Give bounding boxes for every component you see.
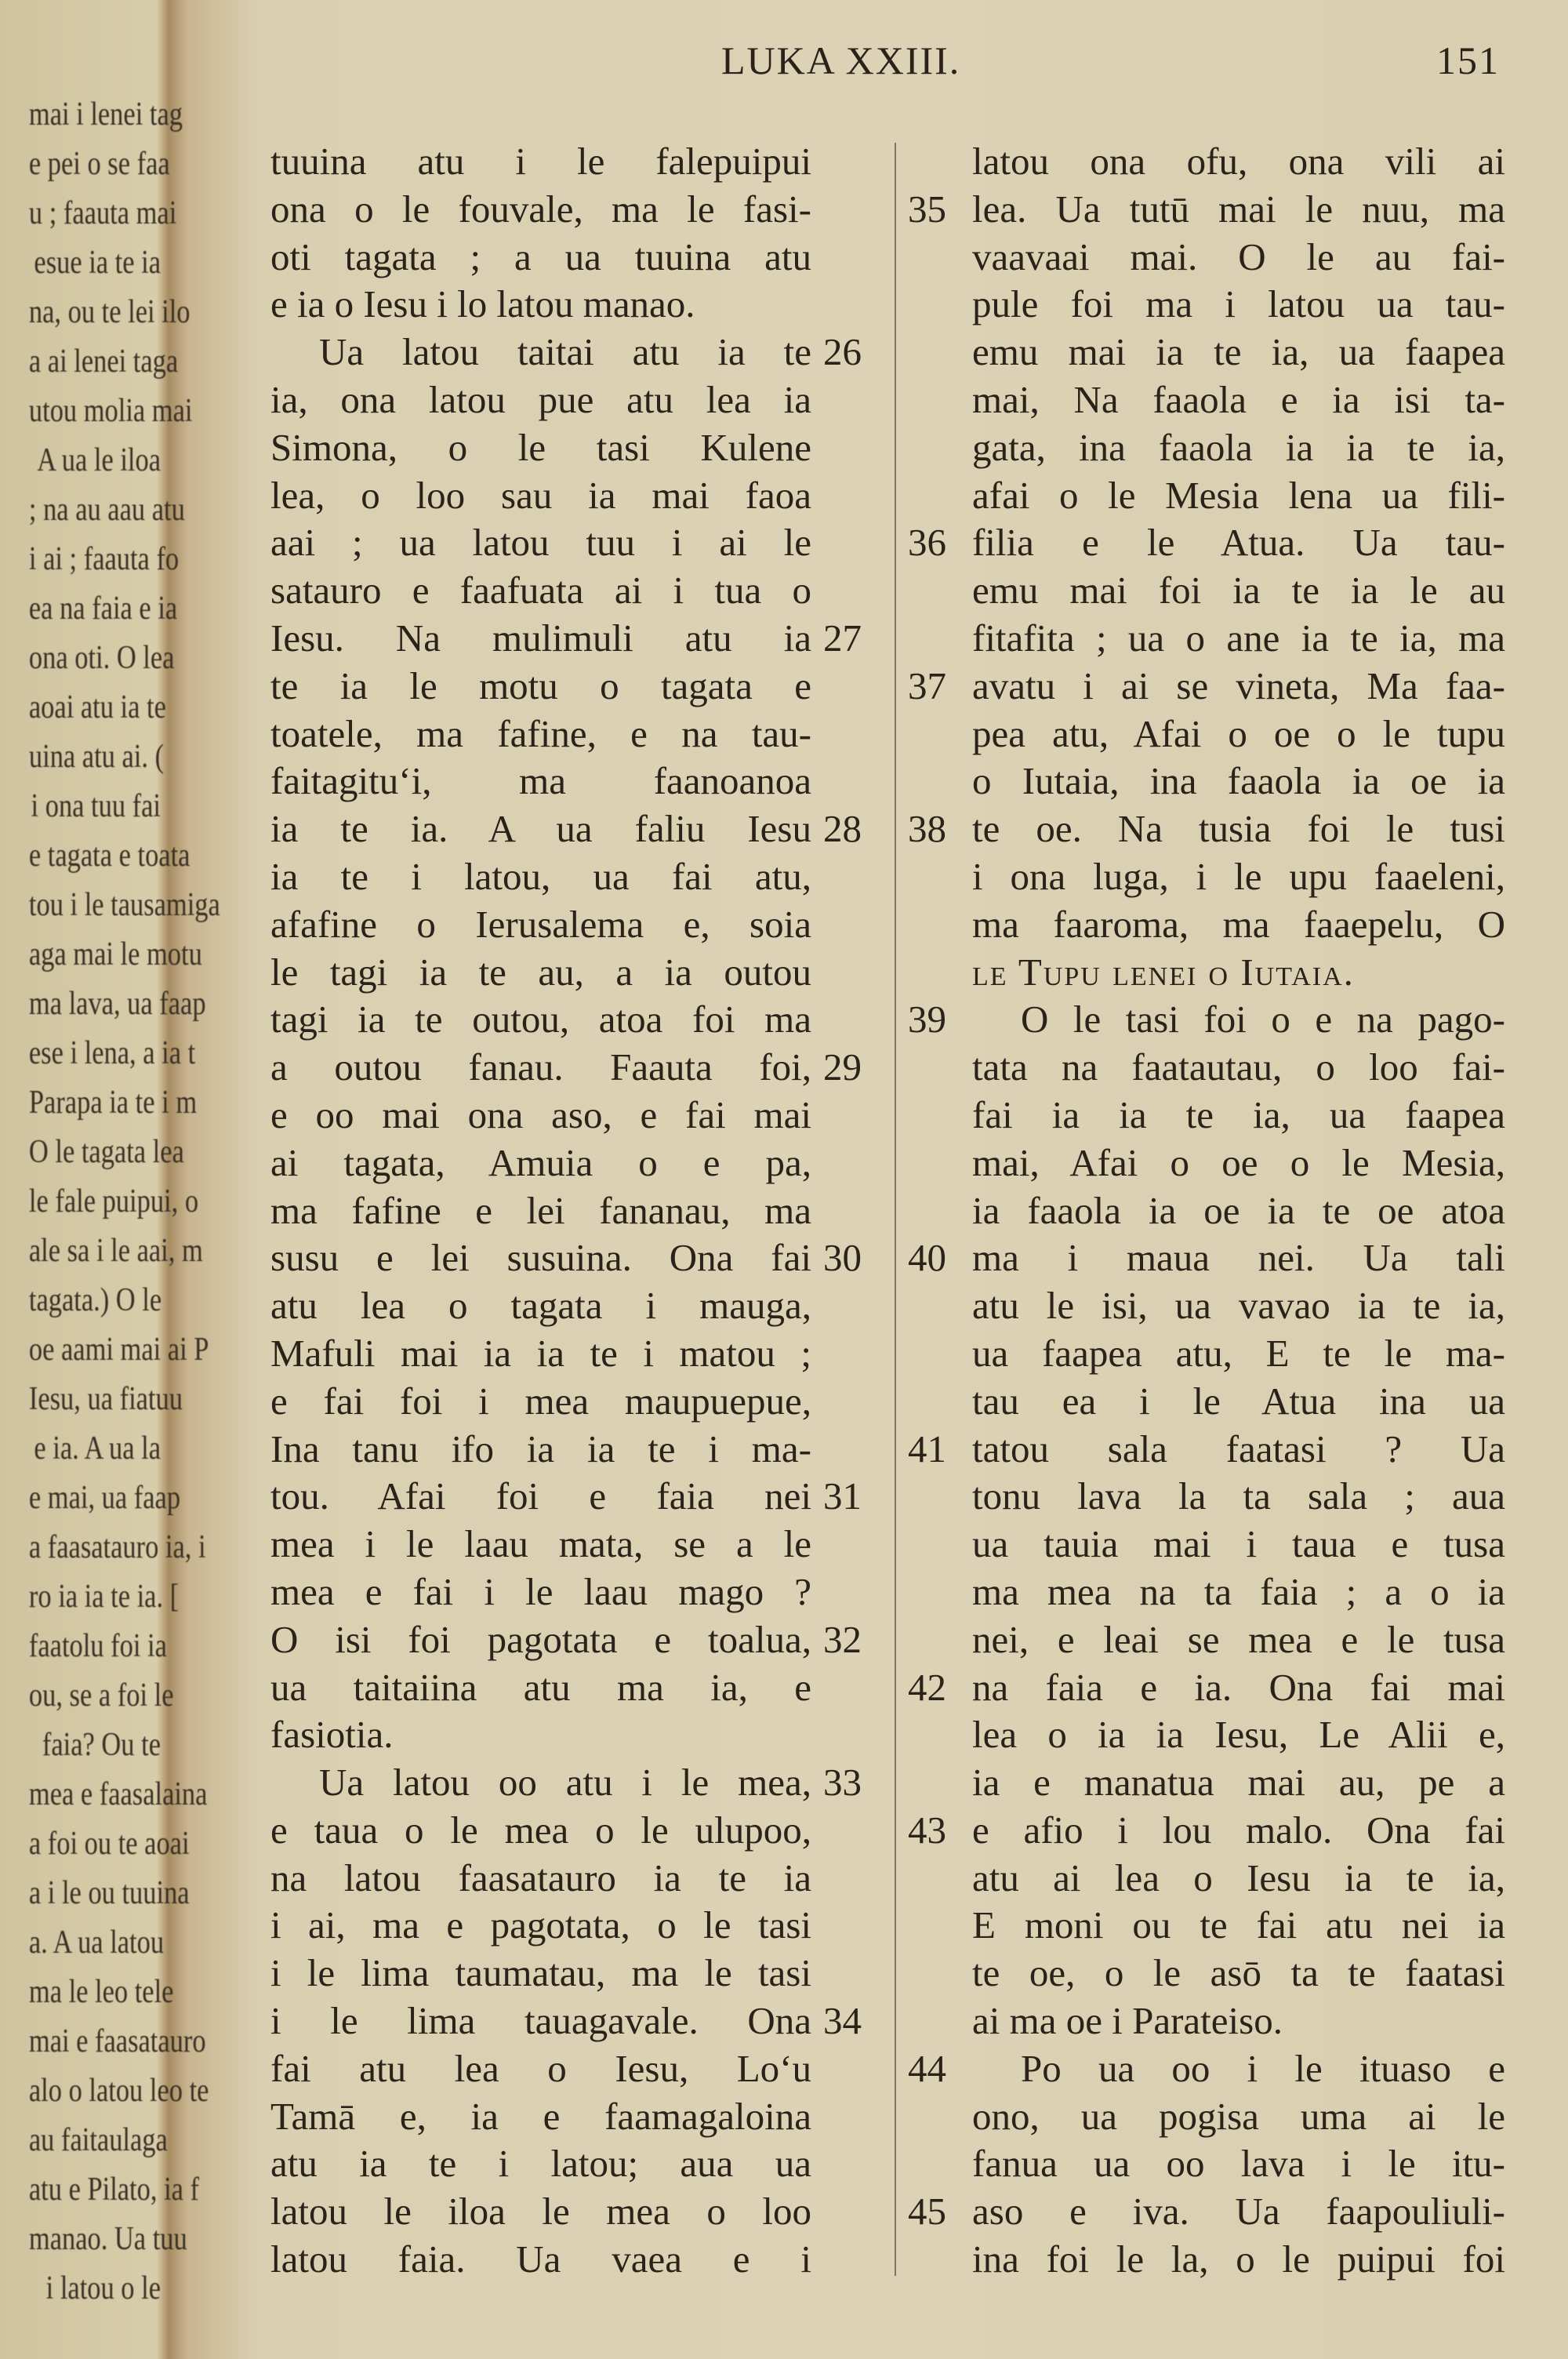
text-line (972, 1568, 1505, 1616)
text-line (270, 2045, 811, 2093)
text-line (972, 1187, 1505, 1235)
line-text: na faia e ia. Ona fai mai (972, 1665, 1505, 1709)
facing-page-line: a foi ou te aoai (28, 1826, 190, 1862)
column-divider (895, 143, 896, 2276)
line-text: latou le iloa le mea o loo (270, 2190, 811, 2234)
line-text: atu lea o tagata i mauga, (270, 1284, 811, 1328)
facing-page-line: a ai lenei taga (28, 343, 179, 380)
text-line (972, 1950, 1505, 1997)
line-text: e oo mai ona aso, e fai mai (270, 1092, 811, 1136)
text-line (270, 1568, 811, 1616)
page-number: 151 (1436, 38, 1500, 82)
facing-page-line: e ia. A ua la (34, 1430, 162, 1467)
line-text: le Tupu lenei o Iutaia. (972, 950, 1355, 994)
text-line (972, 424, 1505, 472)
text-line (270, 138, 811, 186)
facing-page-line: tagata.) O le (28, 1282, 162, 1318)
line-text: mai, Afai o oe o le Mesia, (972, 1140, 1505, 1184)
line-text: ona o le fouvale, ma le fasi- (270, 187, 811, 231)
facing-page-line: i ona tuu fai (31, 788, 161, 824)
line-text: ia te i latou, ua fai atu, (270, 854, 811, 898)
verse-number: 29 (823, 1045, 862, 1089)
line-text: latou ona ofu, ona vili ai (972, 140, 1505, 183)
facing-page-line: ma le leo tele (28, 1974, 174, 2010)
facing-page-line: mai e faasatauro (28, 2023, 206, 2059)
text-line (270, 1187, 811, 1235)
line-text: vaavaai mai. O le au fai- (972, 234, 1505, 278)
verse-number: 39 (908, 998, 946, 1041)
line-text: Ina tanu ifo ia ia te i ma- (270, 1427, 811, 1470)
text-line (908, 1664, 1505, 1712)
line-text: afai o le Mesia lena ua fili- (972, 473, 1505, 517)
text-line (908, 2188, 1505, 2236)
page-header (0, 38, 1568, 93)
line-text: ai ma oe i Parateiso. (972, 1999, 1283, 2043)
facing-page-line: i ai ; faauta fo (28, 541, 180, 577)
text-line (270, 1044, 862, 1092)
text-line (270, 2236, 811, 2284)
line-text: tagi ia te outou, atoa foi ma (270, 998, 811, 1041)
verse-number: 28 (823, 807, 862, 851)
text-line (972, 1711, 1505, 1759)
line-text: ina foi le la, o le puipui foi (972, 2237, 1505, 2281)
verse-number: 27 (823, 616, 862, 660)
text-line (972, 281, 1505, 329)
verse-number: 42 (908, 1665, 946, 1709)
text-line (972, 1759, 1505, 1807)
text-line (908, 805, 1505, 853)
facing-page-line: a faasatauro ia, i (28, 1529, 206, 1565)
line-text: te oe. Na tusia foi le tusi (972, 807, 1505, 851)
text-line (270, 1092, 811, 1140)
line-text: e ia o Iesu i lo latou manao. (270, 282, 695, 326)
text-line (270, 663, 811, 711)
verse-number: 40 (908, 1236, 946, 1280)
line-text: ia te ia. A ua faliu Iesu (270, 807, 811, 851)
facing-page-line: e tagata e toata (28, 838, 191, 874)
text-line (270, 996, 811, 1044)
line-text: mea e fai i le laau mago ? (270, 1569, 811, 1613)
line-text: aai ; ua latou tuu i ai le (270, 521, 811, 565)
line-text: ua tauia mai i taua e tusa (972, 1522, 1505, 1566)
line-text: atu ai lea o Iesu ia te ia, (972, 1856, 1505, 1899)
text-line (908, 996, 1505, 1044)
text-line (270, 1997, 862, 2045)
text-line (908, 519, 1505, 567)
line-text: fitafita ; ua o ane ia te ia, ma (972, 616, 1505, 660)
line-text: atu le isi, ua vavao ia te ia, (972, 1284, 1505, 1328)
line-text: susu e lei susuina. Ona fai (270, 1236, 811, 1280)
line-text: na latou faasatauro ia te ia (270, 1856, 811, 1899)
line-text: tau ea i le Atua ina ua (972, 1379, 1505, 1423)
text-line (270, 758, 811, 805)
text-line (972, 901, 1505, 949)
line-text: ma fafine e lei fananau, ma (270, 1188, 811, 1232)
line-text: a outou fanau. Faauta foi, (270, 1045, 811, 1089)
text-line (270, 1521, 811, 1568)
text-line (270, 329, 862, 376)
facing-page-line: ; na au aau atu (28, 492, 185, 528)
text-line (270, 1711, 811, 1759)
facing-page-line: alo o latou leo te (28, 2073, 209, 2109)
line-text: Simona, o le tasi Kulene (270, 425, 811, 469)
line-text: i ai, ma e pagotata, o le tasi (270, 1903, 811, 1947)
facing-page-line: A ua le iloa (37, 442, 161, 478)
line-text: ono, ua pogisa uma ai le (972, 2094, 1505, 2138)
text-line (972, 1282, 1505, 1330)
text-line (270, 1855, 811, 1903)
line-text: le tagi ia te au, a ia outou (270, 950, 811, 994)
line-text: fai atu lea o Iesu, Lo‘u (270, 2046, 811, 2090)
line-text: ma faaroma, ma faaepelu, O (972, 902, 1505, 946)
text-line (972, 1902, 1505, 1950)
facing-page-line: i latou o le (45, 2270, 162, 2306)
text-line (270, 1616, 862, 1664)
text-line (908, 1807, 1505, 1855)
verse-number: 37 (908, 663, 946, 707)
verse-number: 36 (908, 521, 946, 565)
line-text: e afio i lou malo. Ona fai (972, 1808, 1505, 1852)
left-text-column (270, 138, 862, 2284)
text-line (972, 615, 1505, 663)
facing-page-line: e pei o se faa (28, 146, 170, 182)
text-line (908, 186, 1505, 234)
verse-number: 32 (823, 1617, 862, 1661)
facing-page-line: ou, se a foi le (28, 1677, 174, 1714)
facing-page-line: atu e Pilato, ia f (28, 2172, 200, 2208)
text-line (270, 949, 811, 997)
text-line (972, 567, 1505, 615)
text-line (270, 1807, 811, 1855)
line-text: O isi foi pagotata e toalua, (270, 1617, 811, 1661)
line-text: mai, Na faaola e ia isi ta- (972, 377, 1505, 421)
text-line (270, 1473, 862, 1521)
text-line (270, 1426, 811, 1474)
line-text: faitagitu‘i, ma faanoanoa (270, 759, 811, 803)
verse-number: 31 (823, 1474, 862, 1518)
line-text: emu mai foi ia te ia le au (972, 569, 1505, 612)
facing-page-line: manao. Ua tuu (28, 2221, 187, 2257)
text-line (972, 1378, 1505, 1426)
facing-page-line: u ; faauta mai (28, 195, 177, 231)
running-title: LUKA XXIII. (721, 38, 961, 82)
line-text: nei, e leai se mea e le tusa (972, 1617, 1505, 1661)
text-line (972, 1855, 1505, 1903)
text-line (270, 376, 811, 424)
facing-page-line: Iesu, ua fiatuu (28, 1381, 183, 1417)
facing-page-line: au faitaulaga (28, 2122, 168, 2158)
facing-page-line: uina atu ai. ( (28, 739, 165, 775)
verse-number: 35 (908, 187, 946, 231)
line-text: aso e iva. Ua faapouliuli- (972, 2190, 1505, 2234)
facing-page-line: ese i lena, a ia t (28, 1035, 196, 1071)
line-text: tou. Afai foi e faia nei (270, 1474, 811, 1518)
verse-number: 30 (823, 1236, 862, 1280)
text-line (270, 472, 811, 520)
text-line (972, 949, 1505, 997)
line-text: te ia le motu o tagata e (270, 663, 811, 707)
text-line (972, 711, 1505, 758)
line-text: tatou sala faatasi ? Ua (972, 1427, 1505, 1470)
line-text: ua faapea atu, E te le ma- (972, 1331, 1505, 1375)
facing-page-line: ale sa i le aai, m (28, 1233, 203, 1269)
text-line (972, 1997, 1505, 2045)
facing-page-line: mea e faasalaina (28, 1776, 208, 1812)
line-text: satauro e faafuata ai i tua o (270, 569, 811, 612)
text-line (972, 329, 1505, 376)
line-text: mea i le laau mata, se a le (270, 1522, 811, 1566)
line-text: e taua o le mea o le ulupoo, (270, 1808, 811, 1852)
text-line (270, 1950, 811, 1997)
verse-number: 44 (908, 2046, 946, 2090)
text-line (972, 853, 1505, 901)
line-text: afafine o Ierusalema e, soia (270, 902, 811, 946)
text-line (972, 472, 1505, 520)
text-line (270, 1140, 811, 1187)
text-line (908, 1426, 1505, 1474)
facing-page-line: ea na faia e ia (28, 591, 178, 627)
line-text: lea, o loo sau ia mai faoa (270, 473, 811, 517)
facing-page-line: ma lava, ua faap (28, 986, 206, 1022)
line-text: Po ua oo i le ituaso e (1021, 2046, 1505, 2090)
facing-page-line: faia? Ou te (42, 1727, 161, 1763)
text-line (972, 1044, 1505, 1092)
text-line (972, 1092, 1505, 1140)
line-text: pule foi ma i latou ua tau- (972, 282, 1505, 326)
text-line (270, 424, 811, 472)
line-text: Tamā e, ia e faamagaloina (270, 2094, 811, 2138)
facing-page-line: aga mai le motu (28, 936, 202, 972)
line-text: lea o ia ia Iesu, Le Alii e, (972, 1713, 1505, 1757)
text-line (972, 2140, 1505, 2188)
line-text: toatele, ma fafine, e na tau- (270, 711, 811, 755)
text-line (270, 615, 862, 663)
text-line (270, 2140, 811, 2188)
line-text: i ona luga, i le upu faaeleni, (972, 854, 1505, 898)
facing-page-line: aoai atu ia te (28, 689, 166, 725)
line-text: latou faia. Ua vaea e i (270, 2237, 811, 2281)
facing-page-line: O le tagata lea (28, 1134, 184, 1170)
text-line (270, 1378, 811, 1426)
line-text: e fai foi i mea maupuepue, (270, 1379, 811, 1423)
facing-page-line: le fale puipui, o (28, 1183, 199, 1219)
line-text: gata, ina faaola ia ia te ia, (972, 425, 1505, 469)
text-line (908, 663, 1505, 711)
line-text: Ua latou taitai atu ia te (319, 330, 811, 374)
facing-page-line: ona oti. O lea (28, 640, 175, 676)
line-text: i le lima taumatau, ma le tasi (270, 1951, 811, 1995)
verse-number: 45 (908, 2190, 946, 2234)
line-text: te oe, o le asō ta te faatasi (972, 1951, 1505, 1995)
text-line (270, 853, 811, 901)
text-line (270, 281, 811, 329)
line-text: Ua latou oo atu i le mea, (319, 1761, 811, 1805)
line-text: tuuina atu i le falepuipui (270, 140, 811, 183)
text-line (270, 901, 811, 949)
text-line (972, 1330, 1505, 1378)
line-text: tata na faatautau, o loo fai- (972, 1045, 1505, 1089)
text-line (270, 519, 811, 567)
line-text: Mafuli mai ia ia te i matou ; (270, 1331, 811, 1375)
line-text: ma i maua nei. Ua tali (972, 1236, 1505, 1280)
text-line (270, 2093, 811, 2141)
text-line (972, 138, 1505, 186)
text-line (972, 2236, 1505, 2284)
facing-page-line: a. A ua latou (28, 1925, 165, 1961)
text-line (972, 2093, 1505, 2141)
verse-number: 26 (823, 330, 862, 374)
facing-page-line: ro ia ia te ia. [ (28, 1579, 180, 1615)
line-text: ia, ona latou pue atu lea ia (270, 377, 811, 421)
line-text: o Iutaia, ina faaola ia oe ia (972, 759, 1505, 803)
text-line (270, 567, 811, 615)
line-text: i le lima tauagavale. Ona (270, 1999, 811, 2043)
line-text: fasiotia. (270, 1713, 394, 1757)
text-line (908, 2045, 1505, 2093)
text-line (270, 1234, 862, 1282)
line-text: ia faaola ia oe ia te oe atoa (972, 1188, 1505, 1232)
line-text: fanua ua oo lava i le itu- (972, 2142, 1505, 2186)
verse-number: 33 (823, 1761, 862, 1805)
facing-page-line: tou i le tausamiga (28, 887, 220, 923)
line-text: pea atu, Afai o oe o le tupu (972, 711, 1505, 755)
text-line (972, 1616, 1505, 1664)
line-text: atu ia te i latou; aua ua (270, 2142, 811, 2186)
line-text: emu mai ia te ia, ua faapea (972, 330, 1505, 374)
verse-number: 34 (823, 1999, 862, 2043)
line-text: ma mea na ta faia ; a o ia (972, 1569, 1505, 1613)
text-line (270, 2188, 811, 2236)
text-line (972, 234, 1505, 282)
facing-page-line: a i le ou tuuina (28, 1875, 190, 1911)
text-line (972, 1521, 1505, 1568)
line-text: lea. Ua tutū mai le nuu, ma (972, 187, 1505, 231)
line-text: oti tagata ; a ua tuuina atu (270, 234, 811, 278)
text-line (972, 1473, 1505, 1521)
text-line (270, 234, 811, 282)
facing-page-line: esue ia te ia (34, 245, 161, 281)
text-line (270, 186, 811, 234)
right-text-column (908, 138, 1505, 2284)
verse-number: 41 (908, 1427, 946, 1470)
verse-number: 43 (908, 1808, 946, 1852)
line-text: avatu i ai se vineta, Ma faa- (972, 663, 1505, 707)
text-line (270, 1902, 811, 1950)
text-line (972, 376, 1505, 424)
facing-page-line: faatolu foi ia (28, 1628, 167, 1664)
facing-page-line: mai i lenei tag (28, 96, 183, 133)
line-text: O le tasi foi o e na pago- (1021, 998, 1505, 1041)
facing-page-line: e mai, ua faap (28, 1480, 181, 1516)
line-text: tonu lava la ta sala ; aua (972, 1474, 1505, 1518)
text-line (270, 711, 811, 758)
text-line (270, 1664, 811, 1712)
text-line (908, 1234, 1505, 1282)
verse-number: 38 (908, 807, 946, 851)
text-line (972, 1140, 1505, 1187)
line-text: Iesu. Na mulimuli atu ia (270, 616, 811, 660)
facing-page-text (0, 90, 220, 2314)
facing-page-line: na, ou te lei ilo (28, 294, 191, 330)
text-line (270, 1282, 811, 1330)
text-line (972, 758, 1505, 805)
line-text: ai tagata, Amuia o e pa, (270, 1140, 811, 1184)
line-text: filia e le Atua. Ua tau- (972, 521, 1505, 565)
line-text: E moni ou te fai atu nei ia (972, 1903, 1505, 1947)
facing-page-line: Parapa ia te i m (28, 1085, 198, 1121)
text-line (270, 1759, 862, 1807)
facing-page-line: oe aami mai ai P (28, 1332, 209, 1368)
text-line (270, 1330, 811, 1378)
text-line (270, 805, 862, 853)
line-text: ia e manatua mai au, pe a (972, 1761, 1505, 1805)
facing-page-line: utou molia mai (28, 393, 193, 429)
line-text: ua taitaiina atu ma ia, e (270, 1665, 811, 1709)
line-text: fai ia ia te ia, ua faapea (972, 1092, 1505, 1136)
